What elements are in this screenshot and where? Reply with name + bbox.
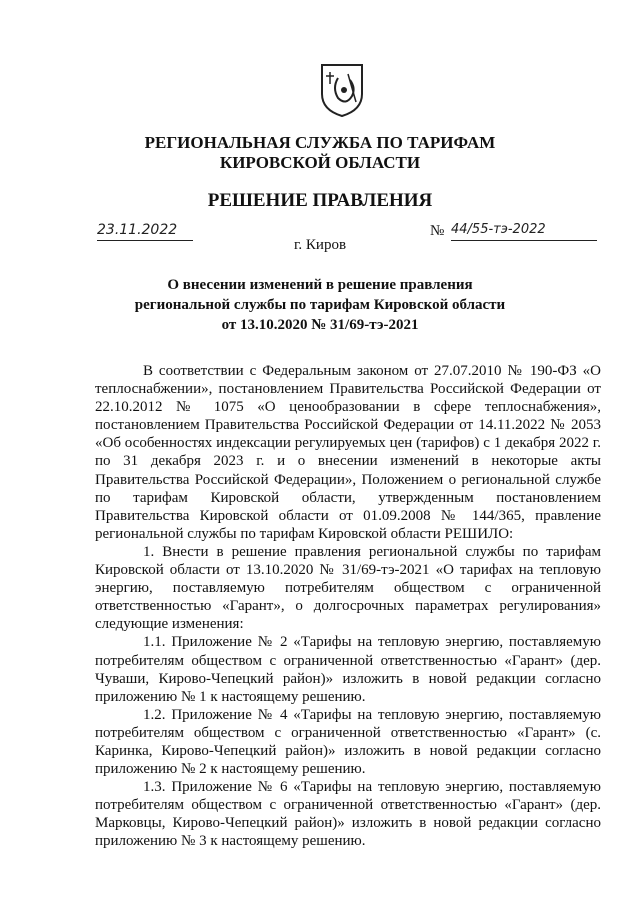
document-type-title: РЕШЕНИЕ ПРАВЛЕНИЯ — [207, 190, 433, 211]
paragraph-preamble: В соответствии с Федеральным законом от 27.07.2010 № 190-ФЗ «О теплоснабжении», постановлением Правительства Российской Федерации от 22.10.2012 № 1075 «О ценообразовании в сфере теплоснабжения», постановлением Правительства Российской Федерации от 14.11.2022 № 2053 «Об особенностях индексации регулируемых цен (тарифов) с 1 декабря 2022 г. по 31 декабря 2023 г. и о внесении изменений в некоторые акты Правительства Российской Федерации», Положением о региональной службе по тарифам Кировской области, утвержденным постановлением Правительства Кировской области от 01.09.2008 № 144/365, правление региональной службы по тарифам Кировской области РЕШИЛО: — [95, 363, 601, 542]
subject-line3: от 13.10.2020 № 31/69-тэ-2021 — [221, 317, 419, 333]
paragraph-item-1-3: 1.3. Приложение № 6 «Тарифы на тепловую энергию, поставляемую потребителям обществом с ограниченной ответственностью «Гарант» (дер. Марковцы, Кирово-Чепецкий район)» изложить в новой редакции согласно приложению № 3 к настоящему решению. — [95, 779, 601, 850]
document-number: 44/55-тэ-2022 — [451, 222, 546, 237]
coat-of-arms-icon — [318, 62, 366, 118]
paragraph-item-1-1: 1.1. Приложение № 2 «Тарифы на тепловую энергию, поставляемую потребителям обществом с ограниченной ответственностью «Гарант» (дер. Чуваши, Кирово-Чепецкий район)» изложить в новой редакции согласно приложению № 1 к настоящему решению. — [95, 634, 601, 705]
city-name: г. Киров — [293, 237, 347, 253]
document-body — [95, 362, 601, 851]
document-date: 23.11.2022 — [97, 222, 178, 238]
org-name-line1: РЕГИОНАЛЬНАЯ СЛУЖБА ПО ТАРИФАМ — [144, 133, 496, 152]
org-name-line2: КИРОВСКОЙ ОБЛАСТИ — [219, 153, 421, 172]
subject-line1: О внесении изменений в решение правления — [167, 277, 473, 293]
paragraph-item-1-2: 1.2. Приложение № 4 «Тарифы на тепловую энергию, поставляемую потребителям обществом с ограниченной ответственностью «Гарант» (с. Каринка, Кирово-Чепецкий район)» изложить в новой редакции согласно приложению № 2 к настоящему решению. — [95, 706, 601, 778]
number-sign: № — [430, 223, 445, 239]
paragraph-item-1: 1. Внести в решение правления региональной службы по тарифам Кировской области от 13.10.2020 № 31/69-тэ-2021 «О тарифах на тепловую энергию, поставляемую потребителям обществом с ограниченной ответственностью «Гарант», о долгосрочных параметрах регулирования» следующие изменения: — [95, 543, 601, 633]
subject-line2: региональной службы по тарифам Кировской области — [134, 297, 506, 313]
